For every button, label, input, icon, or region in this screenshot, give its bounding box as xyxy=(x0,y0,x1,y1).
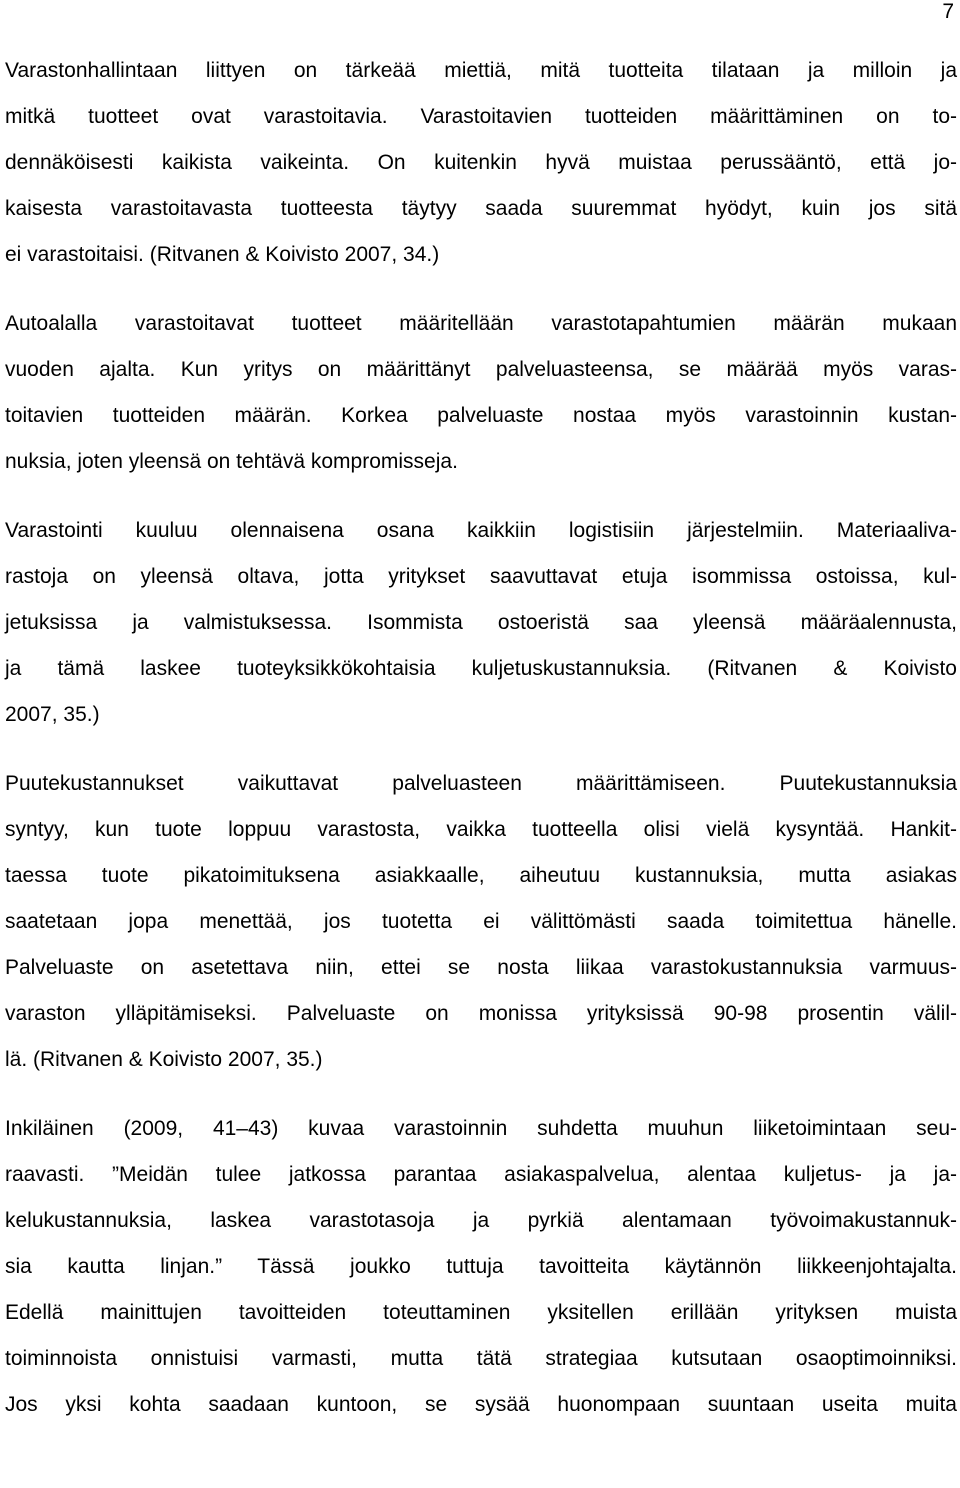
text-line: 2007, 35.) xyxy=(5,703,100,726)
text-line: ja tämä laskee tuoteyksikkökohtaisia kuljetuskustannuksia. (Ritvanen & Koivisto xyxy=(5,657,957,680)
text-line: rastoja on yleensä oltava, jotta yritykset saavuttavat etuja isommissa ostoissa, kul- xyxy=(5,565,957,588)
paragraph xyxy=(5,1106,957,1428)
text-line: kaisesta varastoitavasta tuotteesta täytyy saada suuremmat hyödyt, kuin jos sitä xyxy=(5,197,957,220)
text-line: dennäköisesti kaikista vaikeinta. On kuitenkin hyvä muistaa perussääntö, että jo- xyxy=(5,151,957,174)
text-line: jetuksissa ja valmistuksessa. Isommista ostoeristä saa yleensä määräalennusta, xyxy=(5,611,957,634)
text-line: Edellä mainittujen tavoitteiden toteuttaminen yksitellen erillään yrityksen muista xyxy=(5,1301,957,1324)
text-line: raavasti. ”Meidän tulee jatkossa parantaa asiakaspalvelua, alentaa kuljetus- ja ja- xyxy=(5,1163,957,1186)
text-line: saatetaan jopa menettää, jos tuotetta ei välittömästi saada toimitettua hänelle. xyxy=(5,910,957,933)
text-line: Autoalalla varastoitavat tuotteet määritellään varastotapahtumien määrän mukaan xyxy=(5,312,957,335)
text-line: toiminnoista onnistuisi varmasti, mutta tätä strategiaa kutsutaan osaoptimoinniksi. xyxy=(5,1347,957,1370)
paragraph xyxy=(5,48,957,278)
text-line: Puutekustannukset vaikuttavat palveluasteen määrittämiseen. Puutekustannuksia xyxy=(5,772,957,795)
text-line: Palveluaste on asetettava niin, ettei se nosta liikaa varastokustannuksia varmuus- xyxy=(5,956,957,979)
text-line: taessa tuote pikatoimituksena asiakkaalle, aiheutuu kustannuksia, mutta asiakas xyxy=(5,864,957,887)
text-line: toitavien tuotteiden määrän. Korkea palveluaste nostaa myös varastoinnin kustan- xyxy=(5,404,957,427)
paragraph xyxy=(5,301,957,485)
text-line: ei varastoitaisi. (Ritvanen & Koivisto 2007, 34.) xyxy=(5,243,440,266)
text-line: mitkä tuotteet ovat varastoitavia. Varastoitavien tuotteiden määrittäminen on to- xyxy=(5,105,957,128)
text-line: Inkiläinen (2009, 41–43) kuvaa varastoinnin suhdetta muuhun liiketoimintaan seu- xyxy=(5,1117,957,1140)
text-line: syntyy, kun tuote loppuu varastosta, vaikka tuotteella olisi vielä kysyntää. Hankit- xyxy=(5,818,957,841)
page-number: 7 xyxy=(942,0,954,23)
paragraph xyxy=(5,508,957,738)
text-line: vuoden ajalta. Kun yritys on määrittänyt palveluasteensa, se määrää myös varas- xyxy=(5,358,957,381)
text-line: nuksia, joten yleensä on tehtävä kompromisseja. xyxy=(5,450,458,473)
text-line: Varastonhallintaan liittyen on tärkeää miettiä, mitä tuotteita tilataan ja milloin ja xyxy=(5,59,957,82)
text-line: Varastointi kuuluu olennaisena osana kaikkiin logistisiin järjestelmiin. Materiaaliva- xyxy=(5,519,957,542)
text-line: sia kautta linjan.” Tässä joukko tuttuja tavoitteita käytännön liikkeenjohtajalta. xyxy=(5,1255,957,1278)
document-body xyxy=(5,48,957,1451)
text-line: kelukustannuksia, laskea varastotasoja ja pyrkiä alentamaan työvoimakustannuk- xyxy=(5,1209,957,1232)
paragraph xyxy=(5,761,957,1083)
text-line: Jos yksi kohta saadaan kuntoon, se sysää huonompaan suuntaan useita muita xyxy=(5,1393,957,1416)
text-line: varaston ylläpitämiseksi. Palveluaste on monissa yrityksissä 90-98 prosentin välil- xyxy=(5,1002,957,1025)
text-line: lä. (Ritvanen & Koivisto 2007, 35.) xyxy=(5,1048,323,1071)
